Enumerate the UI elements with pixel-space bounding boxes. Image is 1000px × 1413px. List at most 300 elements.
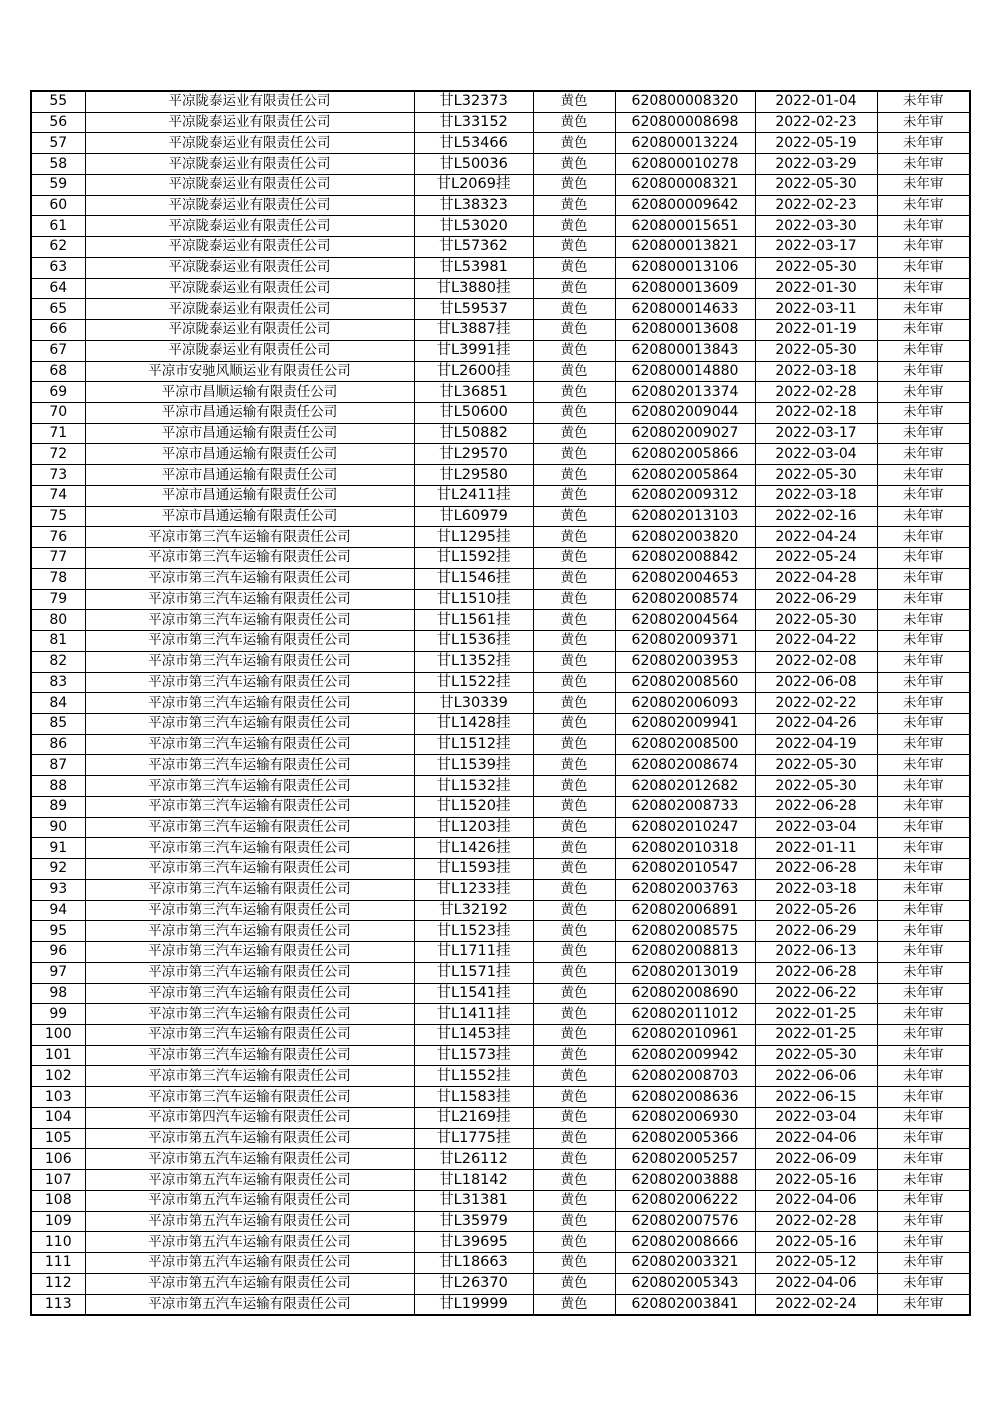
table-row bbox=[31, 133, 970, 154]
plate-color-cell: 黄色 bbox=[533, 444, 615, 465]
permit-number-cell: 620802008575 bbox=[615, 921, 755, 942]
table-row bbox=[31, 1025, 970, 1046]
permit-number-cell: 620800008321 bbox=[615, 174, 755, 195]
permit-number-cell: 620802008703 bbox=[615, 1066, 755, 1087]
table-row bbox=[31, 755, 970, 776]
row-number-cell: 101 bbox=[31, 1045, 85, 1066]
plate-color-cell: 黄色 bbox=[533, 320, 615, 341]
plate-color-cell: 黄色 bbox=[533, 859, 615, 880]
audit-status-cell: 未年审 bbox=[877, 361, 970, 382]
plate-color-cell: 黄色 bbox=[533, 1107, 615, 1128]
expiry-date-cell: 2022-04-26 bbox=[755, 713, 877, 734]
table-row bbox=[31, 651, 970, 672]
expiry-date-cell: 2022-04-22 bbox=[755, 631, 877, 652]
plate-number-cell: 甘L36851 bbox=[414, 382, 533, 403]
plate-color-cell: 黄色 bbox=[533, 465, 615, 486]
table-row bbox=[31, 257, 970, 278]
expiry-date-cell: 2022-03-04 bbox=[755, 1107, 877, 1128]
expiry-date-cell: 2022-05-30 bbox=[755, 610, 877, 631]
permit-number-cell: 620800013224 bbox=[615, 133, 755, 154]
row-number-cell: 87 bbox=[31, 755, 85, 776]
permit-number-cell: 620802008500 bbox=[615, 734, 755, 755]
company-name-cell: 平凉市昌通运输有限责任公司 bbox=[85, 485, 414, 506]
table-row bbox=[31, 1066, 970, 1087]
company-name-cell: 平凉市第三汽车运输有限责任公司 bbox=[85, 631, 414, 652]
expiry-date-cell: 2022-02-23 bbox=[755, 112, 877, 133]
table-row bbox=[31, 1087, 970, 1108]
row-number-cell: 57 bbox=[31, 133, 85, 154]
permit-number-cell: 620802005366 bbox=[615, 1128, 755, 1149]
permit-number-cell: 620800014880 bbox=[615, 361, 755, 382]
audit-status-cell: 未年审 bbox=[877, 402, 970, 423]
table-row bbox=[31, 589, 970, 610]
company-name-cell: 平凉市第三汽车运输有限责任公司 bbox=[85, 568, 414, 589]
row-number-cell: 91 bbox=[31, 838, 85, 859]
plate-number-cell: 甘L59537 bbox=[414, 299, 533, 320]
plate-color-cell: 黄色 bbox=[533, 962, 615, 983]
table-row bbox=[31, 610, 970, 631]
table-row bbox=[31, 838, 970, 859]
audit-status-cell: 未年审 bbox=[877, 693, 970, 714]
plate-number-cell: 甘L50036 bbox=[414, 154, 533, 175]
table-row bbox=[31, 174, 970, 195]
row-number-cell: 66 bbox=[31, 320, 85, 341]
plate-number-cell: 甘L60979 bbox=[414, 506, 533, 527]
company-name-cell: 平凉市第五汽车运输有限责任公司 bbox=[85, 1149, 414, 1170]
plate-number-cell: 甘L1532挂 bbox=[414, 776, 533, 797]
expiry-date-cell: 2022-05-30 bbox=[755, 257, 877, 278]
audit-status-cell: 未年审 bbox=[877, 423, 970, 444]
plate-number-cell: 甘L3991挂 bbox=[414, 340, 533, 361]
audit-status-cell: 未年审 bbox=[877, 1087, 970, 1108]
audit-status-cell: 未年审 bbox=[877, 838, 970, 859]
plate-number-cell: 甘L1523挂 bbox=[414, 921, 533, 942]
plate-color-cell: 黄色 bbox=[533, 610, 615, 631]
table-row bbox=[31, 568, 970, 589]
table-row bbox=[31, 1190, 970, 1211]
expiry-date-cell: 2022-01-11 bbox=[755, 838, 877, 859]
expiry-date-cell: 2022-06-08 bbox=[755, 672, 877, 693]
plate-number-cell: 甘L1561挂 bbox=[414, 610, 533, 631]
plate-color-cell: 黄色 bbox=[533, 693, 615, 714]
permit-number-cell: 620802010247 bbox=[615, 817, 755, 838]
row-number-cell: 94 bbox=[31, 900, 85, 921]
table-row bbox=[31, 299, 970, 320]
table-row bbox=[31, 1170, 970, 1191]
plate-color-cell: 黄色 bbox=[533, 154, 615, 175]
row-number-cell: 81 bbox=[31, 631, 85, 652]
table-row bbox=[31, 91, 970, 112]
audit-status-cell: 未年审 bbox=[877, 382, 970, 403]
permit-number-cell: 620802004653 bbox=[615, 568, 755, 589]
expiry-date-cell: 2022-04-06 bbox=[755, 1273, 877, 1294]
plate-number-cell: 甘L1775挂 bbox=[414, 1128, 533, 1149]
plate-number-cell: 甘L1546挂 bbox=[414, 568, 533, 589]
company-name-cell: 平凉陇泰运业有限责任公司 bbox=[85, 320, 414, 341]
row-number-cell: 83 bbox=[31, 672, 85, 693]
permit-number-cell: 620800013821 bbox=[615, 237, 755, 258]
row-number-cell: 112 bbox=[31, 1273, 85, 1294]
permit-number-cell: 620802005866 bbox=[615, 444, 755, 465]
plate-number-cell: 甘L32373 bbox=[414, 91, 533, 112]
table-row bbox=[31, 1045, 970, 1066]
expiry-date-cell: 2022-03-17 bbox=[755, 237, 877, 258]
audit-status-cell: 未年审 bbox=[877, 1025, 970, 1046]
plate-color-cell: 黄色 bbox=[533, 361, 615, 382]
table-row bbox=[31, 340, 970, 361]
table-row bbox=[31, 154, 970, 175]
plate-number-cell: 甘L2069挂 bbox=[414, 174, 533, 195]
plate-number-cell: 甘L1512挂 bbox=[414, 734, 533, 755]
plate-number-cell: 甘L1583挂 bbox=[414, 1087, 533, 1108]
plate-color-cell: 黄色 bbox=[533, 942, 615, 963]
row-number-cell: 76 bbox=[31, 527, 85, 548]
audit-status-cell: 未年审 bbox=[877, 962, 970, 983]
plate-number-cell: 甘L29570 bbox=[414, 444, 533, 465]
row-number-cell: 78 bbox=[31, 568, 85, 589]
audit-status-cell: 未年审 bbox=[877, 631, 970, 652]
company-name-cell: 平凉市第三汽车运输有限责任公司 bbox=[85, 962, 414, 983]
audit-status-cell: 未年审 bbox=[877, 154, 970, 175]
company-name-cell: 平凉陇泰运业有限责任公司 bbox=[85, 174, 414, 195]
audit-status-cell: 未年审 bbox=[877, 1128, 970, 1149]
plate-number-cell: 甘L53466 bbox=[414, 133, 533, 154]
permit-number-cell: 620802003820 bbox=[615, 527, 755, 548]
permit-number-cell: 620802009941 bbox=[615, 713, 755, 734]
row-number-cell: 86 bbox=[31, 734, 85, 755]
company-name-cell: 平凉市第五汽车运输有限责任公司 bbox=[85, 1128, 414, 1149]
audit-status-cell: 未年审 bbox=[877, 506, 970, 527]
row-number-cell: 85 bbox=[31, 713, 85, 734]
company-name-cell: 平凉市第三汽车运输有限责任公司 bbox=[85, 796, 414, 817]
permit-number-cell: 620802009312 bbox=[615, 485, 755, 506]
audit-status-cell: 未年审 bbox=[877, 444, 970, 465]
row-number-cell: 67 bbox=[31, 340, 85, 361]
permit-number-cell: 620802010961 bbox=[615, 1025, 755, 1046]
company-name-cell: 平凉市第三汽车运输有限责任公司 bbox=[85, 983, 414, 1004]
plate-color-cell: 黄色 bbox=[533, 1149, 615, 1170]
company-name-cell: 平凉市昌通运输有限责任公司 bbox=[85, 444, 414, 465]
company-name-cell: 平凉市第三汽车运输有限责任公司 bbox=[85, 900, 414, 921]
table-row bbox=[31, 320, 970, 341]
company-name-cell: 平凉市第三汽车运输有限责任公司 bbox=[85, 548, 414, 569]
row-number-cell: 110 bbox=[31, 1232, 85, 1253]
row-number-cell: 113 bbox=[31, 1294, 85, 1315]
permit-number-cell: 620802006093 bbox=[615, 693, 755, 714]
plate-number-cell: 甘L1411挂 bbox=[414, 1004, 533, 1025]
plate-color-cell: 黄色 bbox=[533, 713, 615, 734]
plate-color-cell: 黄色 bbox=[533, 879, 615, 900]
expiry-date-cell: 2022-02-28 bbox=[755, 1211, 877, 1232]
audit-status-cell: 未年审 bbox=[877, 548, 970, 569]
expiry-date-cell: 2022-03-04 bbox=[755, 444, 877, 465]
plate-number-cell: 甘L1522挂 bbox=[414, 672, 533, 693]
audit-status-cell: 未年审 bbox=[877, 672, 970, 693]
plate-number-cell: 甘L1711挂 bbox=[414, 942, 533, 963]
table-row bbox=[31, 527, 970, 548]
audit-status-cell: 未年审 bbox=[877, 900, 970, 921]
plate-number-cell: 甘L33152 bbox=[414, 112, 533, 133]
audit-status-cell: 未年审 bbox=[877, 237, 970, 258]
plate-color-cell: 黄色 bbox=[533, 174, 615, 195]
company-name-cell: 平凉市第三汽车运输有限责任公司 bbox=[85, 755, 414, 776]
table-row bbox=[31, 1004, 970, 1025]
table-row bbox=[31, 900, 970, 921]
row-number-cell: 55 bbox=[31, 91, 85, 112]
company-name-cell: 平凉市第三汽车运输有限责任公司 bbox=[85, 527, 414, 548]
audit-status-cell: 未年审 bbox=[877, 527, 970, 548]
company-name-cell: 平凉陇泰运业有限责任公司 bbox=[85, 299, 414, 320]
expiry-date-cell: 2022-04-06 bbox=[755, 1128, 877, 1149]
permit-number-cell: 620802005343 bbox=[615, 1273, 755, 1294]
expiry-date-cell: 2022-06-15 bbox=[755, 1087, 877, 1108]
row-number-cell: 103 bbox=[31, 1087, 85, 1108]
table-row bbox=[31, 444, 970, 465]
audit-status-cell: 未年审 bbox=[877, 817, 970, 838]
plate-number-cell: 甘L1453挂 bbox=[414, 1025, 533, 1046]
audit-status-cell: 未年审 bbox=[877, 610, 970, 631]
row-number-cell: 73 bbox=[31, 465, 85, 486]
plate-color-cell: 黄色 bbox=[533, 651, 615, 672]
company-name-cell: 平凉市第三汽车运输有限责任公司 bbox=[85, 1066, 414, 1087]
plate-color-cell: 黄色 bbox=[533, 506, 615, 527]
audit-status-cell: 未年审 bbox=[877, 1253, 970, 1274]
table-row bbox=[31, 423, 970, 444]
plate-number-cell: 甘L32192 bbox=[414, 900, 533, 921]
audit-status-cell: 未年审 bbox=[877, 942, 970, 963]
company-name-cell: 平凉市第三汽车运输有限责任公司 bbox=[85, 1087, 414, 1108]
permit-number-cell: 620802009044 bbox=[615, 402, 755, 423]
company-name-cell: 平凉陇泰运业有限责任公司 bbox=[85, 195, 414, 216]
audit-status-cell: 未年审 bbox=[877, 465, 970, 486]
plate-color-cell: 黄色 bbox=[533, 734, 615, 755]
plate-color-cell: 黄色 bbox=[533, 423, 615, 444]
plate-color-cell: 黄色 bbox=[533, 1066, 615, 1087]
company-name-cell: 平凉市第三汽车运输有限责任公司 bbox=[85, 921, 414, 942]
company-name-cell: 平凉陇泰运业有限责任公司 bbox=[85, 237, 414, 258]
permit-number-cell: 620802008813 bbox=[615, 942, 755, 963]
plate-number-cell: 甘L39695 bbox=[414, 1232, 533, 1253]
table-row bbox=[31, 485, 970, 506]
company-name-cell: 平凉陇泰运业有限责任公司 bbox=[85, 278, 414, 299]
table-row bbox=[31, 817, 970, 838]
plate-number-cell: 甘L1571挂 bbox=[414, 962, 533, 983]
permit-number-cell: 620802007576 bbox=[615, 1211, 755, 1232]
table-row bbox=[31, 402, 970, 423]
expiry-date-cell: 2022-06-06 bbox=[755, 1066, 877, 1087]
plate-number-cell: 甘L1592挂 bbox=[414, 548, 533, 569]
row-number-cell: 58 bbox=[31, 154, 85, 175]
company-name-cell: 平凉市第三汽车运输有限责任公司 bbox=[85, 589, 414, 610]
expiry-date-cell: 2022-02-23 bbox=[755, 195, 877, 216]
plate-color-cell: 黄色 bbox=[533, 133, 615, 154]
company-name-cell: 平凉市第五汽车运输有限责任公司 bbox=[85, 1253, 414, 1274]
plate-color-cell: 黄色 bbox=[533, 257, 615, 278]
permit-number-cell: 620802009942 bbox=[615, 1045, 755, 1066]
plate-color-cell: 黄色 bbox=[533, 796, 615, 817]
table-body bbox=[31, 91, 970, 1315]
table-row bbox=[31, 1294, 970, 1315]
company-name-cell: 平凉市昌顺运输有限责任公司 bbox=[85, 382, 414, 403]
permit-number-cell: 620802008690 bbox=[615, 983, 755, 1004]
expiry-date-cell: 2022-03-29 bbox=[755, 154, 877, 175]
expiry-date-cell: 2022-03-18 bbox=[755, 485, 877, 506]
audit-status-cell: 未年审 bbox=[877, 195, 970, 216]
row-number-cell: 70 bbox=[31, 402, 85, 423]
expiry-date-cell: 2022-01-04 bbox=[755, 91, 877, 112]
table-row bbox=[31, 278, 970, 299]
company-name-cell: 平凉市第三汽车运输有限责任公司 bbox=[85, 610, 414, 631]
expiry-date-cell: 2022-06-29 bbox=[755, 589, 877, 610]
company-name-cell: 平凉市第三汽车运输有限责任公司 bbox=[85, 693, 414, 714]
row-number-cell: 71 bbox=[31, 423, 85, 444]
plate-number-cell: 甘L35979 bbox=[414, 1211, 533, 1232]
row-number-cell: 95 bbox=[31, 921, 85, 942]
audit-status-cell: 未年审 bbox=[877, 299, 970, 320]
permit-number-cell: 620802008636 bbox=[615, 1087, 755, 1108]
permit-number-cell: 620802010547 bbox=[615, 859, 755, 880]
plate-color-cell: 黄色 bbox=[533, 216, 615, 237]
audit-status-cell: 未年审 bbox=[877, 112, 970, 133]
table-row bbox=[31, 237, 970, 258]
company-name-cell: 平凉市第三汽车运输有限责任公司 bbox=[85, 817, 414, 838]
table-row bbox=[31, 693, 970, 714]
audit-status-cell: 未年审 bbox=[877, 1149, 970, 1170]
audit-status-cell: 未年审 bbox=[877, 1066, 970, 1087]
company-name-cell: 平凉市第五汽车运输有限责任公司 bbox=[85, 1211, 414, 1232]
permit-number-cell: 620802006222 bbox=[615, 1190, 755, 1211]
vehicle-table bbox=[30, 90, 971, 1316]
table-row bbox=[31, 195, 970, 216]
permit-number-cell: 620802003888 bbox=[615, 1170, 755, 1191]
plate-number-cell: 甘L1539挂 bbox=[414, 755, 533, 776]
expiry-date-cell: 2022-03-18 bbox=[755, 361, 877, 382]
plate-number-cell: 甘L19999 bbox=[414, 1294, 533, 1315]
company-name-cell: 平凉市第三汽车运输有限责任公司 bbox=[85, 1045, 414, 1066]
plate-number-cell: 甘L1295挂 bbox=[414, 527, 533, 548]
row-number-cell: 102 bbox=[31, 1066, 85, 1087]
expiry-date-cell: 2022-05-30 bbox=[755, 340, 877, 361]
permit-number-cell: 620802009371 bbox=[615, 631, 755, 652]
expiry-date-cell: 2022-04-24 bbox=[755, 527, 877, 548]
plate-color-cell: 黄色 bbox=[533, 527, 615, 548]
permit-number-cell: 620800013843 bbox=[615, 340, 755, 361]
audit-status-cell: 未年审 bbox=[877, 921, 970, 942]
table-row bbox=[31, 921, 970, 942]
expiry-date-cell: 2022-06-28 bbox=[755, 859, 877, 880]
plate-color-cell: 黄色 bbox=[533, 485, 615, 506]
audit-status-cell: 未年审 bbox=[877, 257, 970, 278]
permit-number-cell: 620802003953 bbox=[615, 651, 755, 672]
row-number-cell: 62 bbox=[31, 237, 85, 258]
plate-number-cell: 甘L31381 bbox=[414, 1190, 533, 1211]
permit-number-cell: 620800009642 bbox=[615, 195, 755, 216]
audit-status-cell: 未年审 bbox=[877, 174, 970, 195]
row-number-cell: 99 bbox=[31, 1004, 85, 1025]
table-row bbox=[31, 382, 970, 403]
company-name-cell: 平凉市第五汽车运输有限责任公司 bbox=[85, 1294, 414, 1315]
plate-color-cell: 黄色 bbox=[533, 568, 615, 589]
audit-status-cell: 未年审 bbox=[877, 983, 970, 1004]
expiry-date-cell: 2022-01-25 bbox=[755, 1025, 877, 1046]
expiry-date-cell: 2022-05-24 bbox=[755, 548, 877, 569]
table-row bbox=[31, 713, 970, 734]
expiry-date-cell: 2022-05-30 bbox=[755, 174, 877, 195]
permit-number-cell: 620800013106 bbox=[615, 257, 755, 278]
expiry-date-cell: 2022-06-09 bbox=[755, 1149, 877, 1170]
table-row bbox=[31, 112, 970, 133]
expiry-date-cell: 2022-04-19 bbox=[755, 734, 877, 755]
permit-number-cell: 620802012682 bbox=[615, 776, 755, 797]
permit-number-cell: 620802006891 bbox=[615, 900, 755, 921]
plate-color-cell: 黄色 bbox=[533, 1170, 615, 1191]
table-row bbox=[31, 506, 970, 527]
row-number-cell: 59 bbox=[31, 174, 85, 195]
audit-status-cell: 未年审 bbox=[877, 1004, 970, 1025]
plate-color-cell: 黄色 bbox=[533, 776, 615, 797]
company-name-cell: 平凉市第三汽车运输有限责任公司 bbox=[85, 859, 414, 880]
row-number-cell: 77 bbox=[31, 548, 85, 569]
company-name-cell: 平凉陇泰运业有限责任公司 bbox=[85, 154, 414, 175]
table-row bbox=[31, 548, 970, 569]
row-number-cell: 104 bbox=[31, 1107, 85, 1128]
plate-color-cell: 黄色 bbox=[533, 382, 615, 403]
expiry-date-cell: 2022-03-17 bbox=[755, 423, 877, 444]
audit-status-cell: 未年审 bbox=[877, 216, 970, 237]
plate-number-cell: 甘L1233挂 bbox=[414, 879, 533, 900]
plate-color-cell: 黄色 bbox=[533, 589, 615, 610]
row-number-cell: 65 bbox=[31, 299, 85, 320]
permit-number-cell: 620802005257 bbox=[615, 1149, 755, 1170]
company-name-cell: 平凉市第三汽车运输有限责任公司 bbox=[85, 1004, 414, 1025]
row-number-cell: 108 bbox=[31, 1190, 85, 1211]
plate-number-cell: 甘L1552挂 bbox=[414, 1066, 533, 1087]
company-name-cell: 平凉市昌通运输有限责任公司 bbox=[85, 423, 414, 444]
expiry-date-cell: 2022-06-29 bbox=[755, 921, 877, 942]
audit-status-cell: 未年审 bbox=[877, 713, 970, 734]
table-row bbox=[31, 1128, 970, 1149]
permit-number-cell: 620802010318 bbox=[615, 838, 755, 859]
table-row bbox=[31, 672, 970, 693]
audit-status-cell: 未年审 bbox=[877, 278, 970, 299]
permit-number-cell: 620802008560 bbox=[615, 672, 755, 693]
row-number-cell: 80 bbox=[31, 610, 85, 631]
plate-number-cell: 甘L29580 bbox=[414, 465, 533, 486]
table-row bbox=[31, 1211, 970, 1232]
audit-status-cell: 未年审 bbox=[877, 755, 970, 776]
permit-number-cell: 620802005864 bbox=[615, 465, 755, 486]
audit-status-cell: 未年审 bbox=[877, 1045, 970, 1066]
plate-color-cell: 黄色 bbox=[533, 1087, 615, 1108]
audit-status-cell: 未年审 bbox=[877, 796, 970, 817]
row-number-cell: 88 bbox=[31, 776, 85, 797]
plate-number-cell: 甘L18663 bbox=[414, 1253, 533, 1274]
audit-status-cell: 未年审 bbox=[877, 1170, 970, 1191]
row-number-cell: 79 bbox=[31, 589, 85, 610]
expiry-date-cell: 2022-02-24 bbox=[755, 1294, 877, 1315]
plate-color-cell: 黄色 bbox=[533, 921, 615, 942]
company-name-cell: 平凉市第三汽车运输有限责任公司 bbox=[85, 879, 414, 900]
row-number-cell: 56 bbox=[31, 112, 85, 133]
expiry-date-cell: 2022-01-25 bbox=[755, 1004, 877, 1025]
expiry-date-cell: 2022-03-30 bbox=[755, 216, 877, 237]
plate-color-cell: 黄色 bbox=[533, 548, 615, 569]
expiry-date-cell: 2022-02-28 bbox=[755, 382, 877, 403]
table-row bbox=[31, 734, 970, 755]
permit-number-cell: 620800008698 bbox=[615, 112, 755, 133]
expiry-date-cell: 2022-05-30 bbox=[755, 1045, 877, 1066]
expiry-date-cell: 2022-04-06 bbox=[755, 1190, 877, 1211]
